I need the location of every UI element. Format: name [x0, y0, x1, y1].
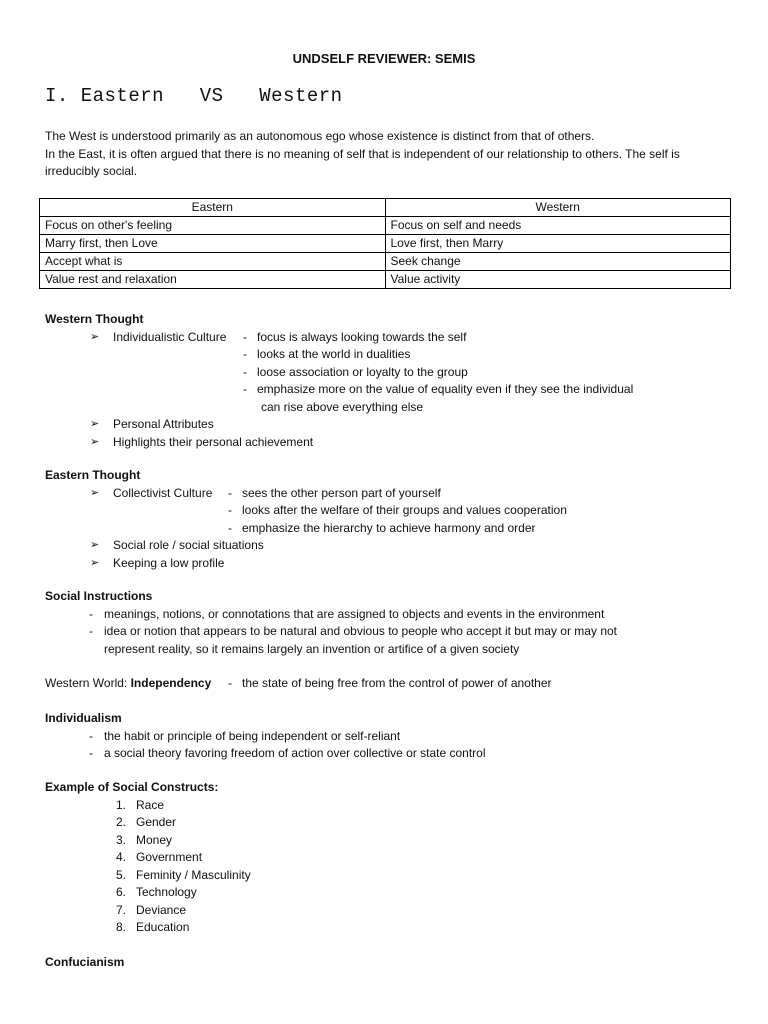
dash-bullet: - — [228, 485, 232, 500]
arrow-bullet-icon: ➢ — [90, 435, 100, 448]
list-item-label: Social role / social situations — [113, 538, 264, 552]
definition-prefix: Western World: — [45, 676, 131, 690]
list-number: 2. — [115, 815, 126, 829]
table-cell: Value rest and relaxation — [40, 271, 386, 289]
list-item — [45, 832, 735, 850]
point-text: loose association or loyalty to the group — [257, 364, 468, 379]
dash-bullet: - — [243, 364, 247, 379]
list-number: 8. — [115, 920, 126, 934]
list-item — [45, 849, 735, 867]
table-row — [40, 235, 731, 253]
table-cell: Focus on other's feeling — [40, 217, 386, 235]
list-item-label: Collectivist Culture — [113, 485, 213, 500]
dash-bullet: - — [243, 347, 247, 361]
point-text: idea or notion that appears to be natural and obvious to people who accept it but may or may not — [104, 624, 617, 638]
point-text: looks at the world in dualities — [257, 347, 411, 361]
list-number: 3. — [115, 832, 126, 847]
list-item — [45, 902, 735, 920]
point-text: sees the other person part of yourself — [242, 485, 441, 500]
definition-term: Independency — [130, 676, 212, 690]
list-item — [45, 606, 735, 624]
list-item — [45, 364, 735, 382]
point-text: emphasize the hierarchy to achieve harmony and order — [242, 520, 536, 535]
arrow-bullet-icon: ➢ — [90, 556, 100, 569]
intro-paragraph — [45, 128, 725, 181]
list-item — [45, 485, 735, 503]
point-text: focus is always looking towards the self — [257, 329, 467, 344]
list-item — [45, 797, 735, 815]
dash-bullet: - — [243, 382, 247, 396]
table-cell: Marry first, then Love — [40, 235, 386, 253]
list-item-text: Race — [136, 797, 165, 812]
dash-bullet: - — [89, 606, 93, 621]
social-instructions-section — [45, 588, 735, 658]
western-world-section — [45, 675, 735, 693]
list-item — [45, 728, 735, 746]
individualism-heading: Individualism — [45, 711, 122, 725]
document-title: UNDSELF REVIEWER: SEMIS — [292, 51, 476, 66]
dash-bullet: - — [228, 520, 232, 535]
western-thought-heading: Western Thought — [45, 312, 144, 326]
table-cell: Seek change — [385, 253, 731, 271]
table-header-row — [40, 199, 731, 217]
list-number: 4. — [115, 850, 126, 864]
table-row — [40, 253, 731, 271]
point-text: emphasize more on the value of equality even if they see the individual — [257, 382, 634, 396]
list-item-label: Highlights their personal achievement — [113, 434, 314, 449]
point-text: looks after the welfare of their groups and values cooperation — [242, 503, 567, 517]
list-item — [45, 399, 735, 417]
definition-line — [45, 675, 735, 693]
list-number: 6. — [115, 885, 126, 899]
point-text: represent reality, so it remains largely an invention or artifice of a given society — [104, 641, 520, 656]
list-item — [45, 381, 735, 399]
dash-bullet: - — [89, 746, 93, 760]
dash-bullet: - — [243, 329, 247, 344]
table-cell: Value activity — [385, 271, 731, 289]
table-cell: Accept what is — [40, 253, 386, 271]
list-number: 1. — [115, 797, 126, 812]
arrow-bullet-icon: ➢ — [90, 486, 100, 499]
intro-line-west: The West is understood primarily as an autonomous ego whose existence is distinct from that of others. — [45, 129, 595, 143]
dash-bullet: - — [89, 728, 93, 743]
table-cell: Focus on self and needs — [385, 217, 731, 235]
point-text: can rise above everything else — [261, 399, 424, 414]
western-thought-section — [45, 311, 735, 451]
list-item-label: Individualistic Culture — [113, 329, 227, 344]
social-constructs-heading: Example of Social Constructs: — [45, 780, 219, 794]
list-item — [45, 329, 735, 347]
social-instructions-heading: Social Instructions — [45, 589, 153, 603]
arrow-bullet-icon: ➢ — [90, 418, 100, 430]
list-item — [45, 434, 735, 452]
list-item — [45, 502, 735, 520]
social-constructs-section — [45, 779, 735, 937]
point-text: the habit or principle of being independent or self-reliant — [104, 728, 401, 743]
list-item — [45, 520, 735, 538]
individualism-section — [45, 710, 735, 763]
list-item-text: Government — [136, 850, 203, 864]
list-item — [45, 867, 735, 885]
table-header-eastern: Eastern — [40, 199, 386, 217]
table-header-western: Western — [385, 199, 731, 217]
eastern-thought-heading: Eastern Thought — [45, 468, 141, 482]
confucianism-section — [45, 954, 735, 972]
list-item — [45, 884, 735, 902]
list-item-text: Feminity / Masculinity — [136, 867, 251, 882]
list-item-text: Gender — [136, 815, 177, 829]
comparison-table — [39, 198, 731, 289]
list-item — [45, 346, 735, 364]
table-row — [40, 271, 731, 289]
list-item-text: Education — [136, 920, 190, 934]
dash-bullet: - — [228, 503, 232, 517]
list-item — [45, 416, 735, 434]
intro-line-east: In the East, it is often argued that there is no meaning of self that is independent of our relationship to others. The self is irreducibly social. — [45, 146, 680, 178]
confucianism-heading: Confucianism — [45, 955, 125, 969]
eastern-thought-section — [45, 467, 735, 572]
dash-bullet: - — [89, 624, 93, 638]
list-item-text: Deviance — [136, 902, 187, 917]
point-text: meanings, notions, or connotations that are assigned to objects and events in the environment — [104, 606, 605, 621]
list-item-label: Personal Attributes — [113, 417, 214, 431]
dash-bullet: - — [228, 676, 232, 690]
arrow-bullet-icon: ➢ — [90, 330, 100, 343]
definition-text: the state of being free from the control of power of another — [242, 676, 552, 690]
table-cell: Love first, then Marry — [385, 235, 731, 253]
section-heading: I. Eastern VS Western — [45, 85, 343, 107]
list-item — [45, 537, 735, 555]
list-item-text: Money — [136, 832, 173, 847]
list-item — [45, 555, 735, 573]
list-item — [45, 623, 735, 641]
list-item-text: Technology — [136, 885, 197, 899]
table-row — [40, 217, 731, 235]
list-item — [45, 745, 735, 763]
list-item-label: Keeping a low profile — [113, 555, 225, 570]
list-item — [45, 919, 735, 937]
point-text: a social theory favoring freedom of action over collective or state control — [104, 746, 486, 760]
list-number: 5. — [115, 867, 126, 882]
list-item — [45, 814, 735, 832]
list-number: 7. — [115, 902, 126, 917]
list-item — [45, 641, 735, 659]
arrow-bullet-icon: ➢ — [90, 539, 100, 551]
